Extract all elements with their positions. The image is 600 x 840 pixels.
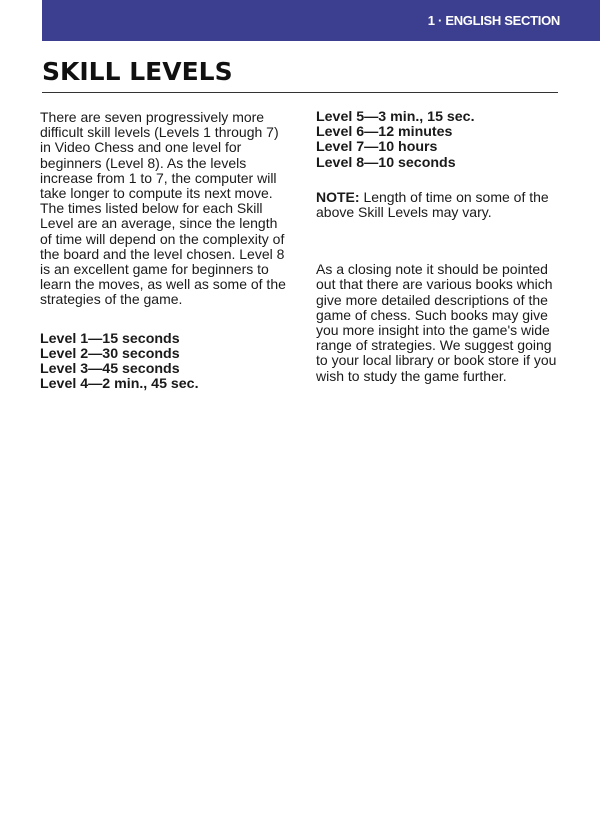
left-column [40,110,290,392]
level-item: Level 5—3 min., 15 sec. [316,109,475,125]
level-item: Level 2—30 seconds [40,345,180,362]
level-item: Level 7—10 hours [316,139,438,156]
intro-paragraph: There are seven progressively more difficult skill levels (Levels 1 through 7) in Video Chess and one level for beginners (Level 8). As the levels increase from 1 to 7, the computer will take longer to compute its next move. The times listed below for each Skill Level are an average, since the length of time will depend on the complexity of the board and the level chosen. Level 8 is an excellent game for beginners to learn the moves, as well as some of the strategies of the game. [40,109,286,308]
level-list-right [316,110,566,171]
level-item: Level 3—45 seconds [40,361,180,378]
page-title: SKILL LEVELS [42,57,233,86]
title-rule [42,92,558,93]
level-item: Level 6—12 minutes [316,124,453,141]
level-item: Level 1—15 seconds [40,330,180,347]
level-item: Level 8—10 seconds [316,154,456,171]
closing-paragraph: As a closing note it should be pointed out that there are various books which give more detailed descriptions of the game of chess. Such books may give you more insight into the game's wide range of strategies. We suggest going to your local library or book store if you wish to study the game further. [316,261,557,384]
right-column [316,110,566,384]
note-text: Length of time on some of the above Skill Levels may vary. [316,188,549,221]
note-paragraph [316,190,566,220]
level-item: Level 4—2 min., 45 sec. [40,376,199,393]
level-list-left [40,332,290,393]
header-band [42,0,600,41]
note-label: NOTE: [316,188,360,205]
section-label: 1 · ENGLISH SECTION [427,13,560,28]
